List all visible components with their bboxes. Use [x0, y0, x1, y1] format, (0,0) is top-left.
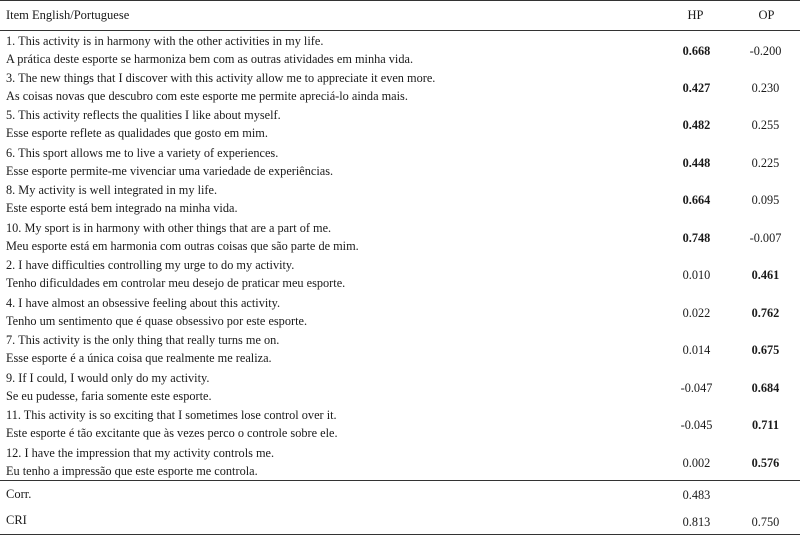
table-row — [0, 331, 800, 369]
table-row — [0, 31, 800, 69]
cri-row — [0, 508, 800, 535]
cri-hp: 0.813 — [640, 508, 733, 535]
header-op: OP — [733, 1, 800, 31]
item-portuguese: Este esporte está bem integrado na minha vida. — [6, 201, 238, 216]
table-row — [0, 68, 800, 106]
item-hp-loading: -0.047 — [680, 380, 713, 395]
item-hp-loading: -0.045 — [680, 418, 713, 433]
item-hp-loading: 0.668 — [682, 43, 711, 58]
table-row — [0, 106, 800, 144]
cri-op: 0.750 — [733, 508, 800, 535]
summary-body — [0, 481, 800, 535]
item-portuguese: Esse esporte é a única coisa que realmente me realiza. — [6, 351, 272, 366]
item-text-cell — [0, 181, 640, 219]
item-english: 10. My sport is in harmony with other things that are a part of me. — [6, 220, 332, 235]
table-row — [0, 256, 800, 294]
item-english: 8. My activity is well integrated in my life. — [6, 183, 218, 198]
item-english: 1. This activity is in harmony with the other activities in my life. — [6, 33, 324, 48]
item-hp-loading: 0.022 — [682, 305, 711, 320]
item-hp-loading: 0.427 — [682, 80, 711, 95]
table-row — [0, 368, 800, 406]
item-text-cell — [0, 68, 640, 106]
item-op-loading: 0.675 — [751, 343, 780, 358]
item-portuguese: Tenho um sentimento que é quase obsessivo por este esporte. — [6, 313, 308, 328]
item-hp-loading: 0.748 — [682, 230, 711, 245]
item-english: 4. I have almost an obsessive feeling about this activity. — [6, 295, 281, 310]
item-english: 7. This activity is the only thing that really turns me on. — [6, 333, 280, 348]
header-hp: HP — [640, 1, 733, 31]
item-op-loading: -0.007 — [749, 230, 782, 245]
item-hp-loading: 0.002 — [682, 455, 711, 470]
table-row — [0, 406, 800, 444]
items-body — [0, 31, 800, 481]
item-portuguese: Tenho dificuldades em controlar meu desejo de praticar meu esporte. — [6, 276, 346, 291]
item-op-loading: 0.230 — [751, 80, 780, 95]
item-portuguese: Meu esporte está em harmonia com outras coisas que são parte de mim. — [6, 238, 359, 253]
item-text-cell — [0, 368, 640, 406]
header-item: Item English/Portuguese — [0, 1, 640, 31]
item-english: 3. The new things that I discover with this activity allow me to appreciate it even more. — [6, 70, 436, 85]
item-portuguese: As coisas novas que descubro com este esporte me permite apreciá-lo ainda mais. — [6, 88, 408, 103]
item-text-cell — [0, 331, 640, 369]
item-portuguese: Esse esporte reflete as qualidades que gosto em mim. — [6, 126, 268, 141]
cri-label: CRI — [0, 508, 640, 535]
item-text-cell — [0, 293, 640, 331]
corr-label: Corr. — [0, 481, 640, 508]
item-text-cell — [0, 406, 640, 444]
item-hp-loading: 0.010 — [682, 268, 711, 283]
item-english: 5. This activity reflects the qualities I like about myself. — [6, 108, 281, 123]
table-header-row — [0, 1, 800, 31]
item-op-loading: 0.711 — [752, 418, 779, 433]
item-hp-loading: 0.448 — [682, 155, 711, 170]
item-text-cell — [0, 31, 640, 69]
item-english: 2. I have difficulties controlling my urge to do my activity. — [6, 258, 295, 273]
item-english: 11. This activity is so exciting that I sometimes lose control over it. — [6, 408, 337, 423]
item-english: 6. This sport allows me to live a variety of experiences. — [6, 145, 279, 160]
item-op-loading: -0.200 — [749, 43, 782, 58]
item-op-loading: 0.461 — [751, 268, 780, 283]
corr-hp: 0.483 — [640, 481, 733, 508]
table-row — [0, 181, 800, 219]
item-hp-loading: 0.664 — [682, 193, 711, 208]
table-row — [0, 293, 800, 331]
table-row — [0, 218, 800, 256]
item-text-cell — [0, 443, 640, 481]
item-english: 12. I have the impression that my activity controls me. — [6, 445, 275, 460]
item-portuguese: Se eu pudesse, faria somente este esporte. — [6, 388, 212, 403]
item-english: 9. If I could, I would only do my activity. — [6, 370, 210, 385]
corr-op — [733, 481, 800, 508]
item-text-cell — [0, 143, 640, 181]
item-portuguese: Esse esporte permite-me vivenciar uma variedade de experiências. — [6, 163, 334, 178]
item-op-loading: 0.095 — [751, 193, 780, 208]
item-portuguese: Este esporte é tão excitante que às vezes perco o controle sobre ele. — [6, 426, 338, 441]
item-text-cell — [0, 106, 640, 144]
item-text-cell — [0, 256, 640, 294]
corr-row — [0, 481, 800, 508]
item-hp-loading: 0.482 — [682, 118, 711, 133]
table-row — [0, 143, 800, 181]
item-op-loading: 0.255 — [751, 118, 780, 133]
item-text-cell — [0, 218, 640, 256]
table-row — [0, 443, 800, 481]
item-portuguese: A prática deste esporte se harmoniza bem com as outras atividades em minha vida. — [6, 51, 414, 66]
item-op-loading: 0.762 — [751, 305, 780, 320]
item-portuguese: Eu tenho a impressão que este esporte me controla. — [6, 463, 258, 478]
item-op-loading: 0.576 — [751, 455, 780, 470]
item-hp-loading: 0.014 — [682, 343, 711, 358]
item-op-loading: 0.684 — [751, 380, 780, 395]
item-op-loading: 0.225 — [751, 155, 780, 170]
